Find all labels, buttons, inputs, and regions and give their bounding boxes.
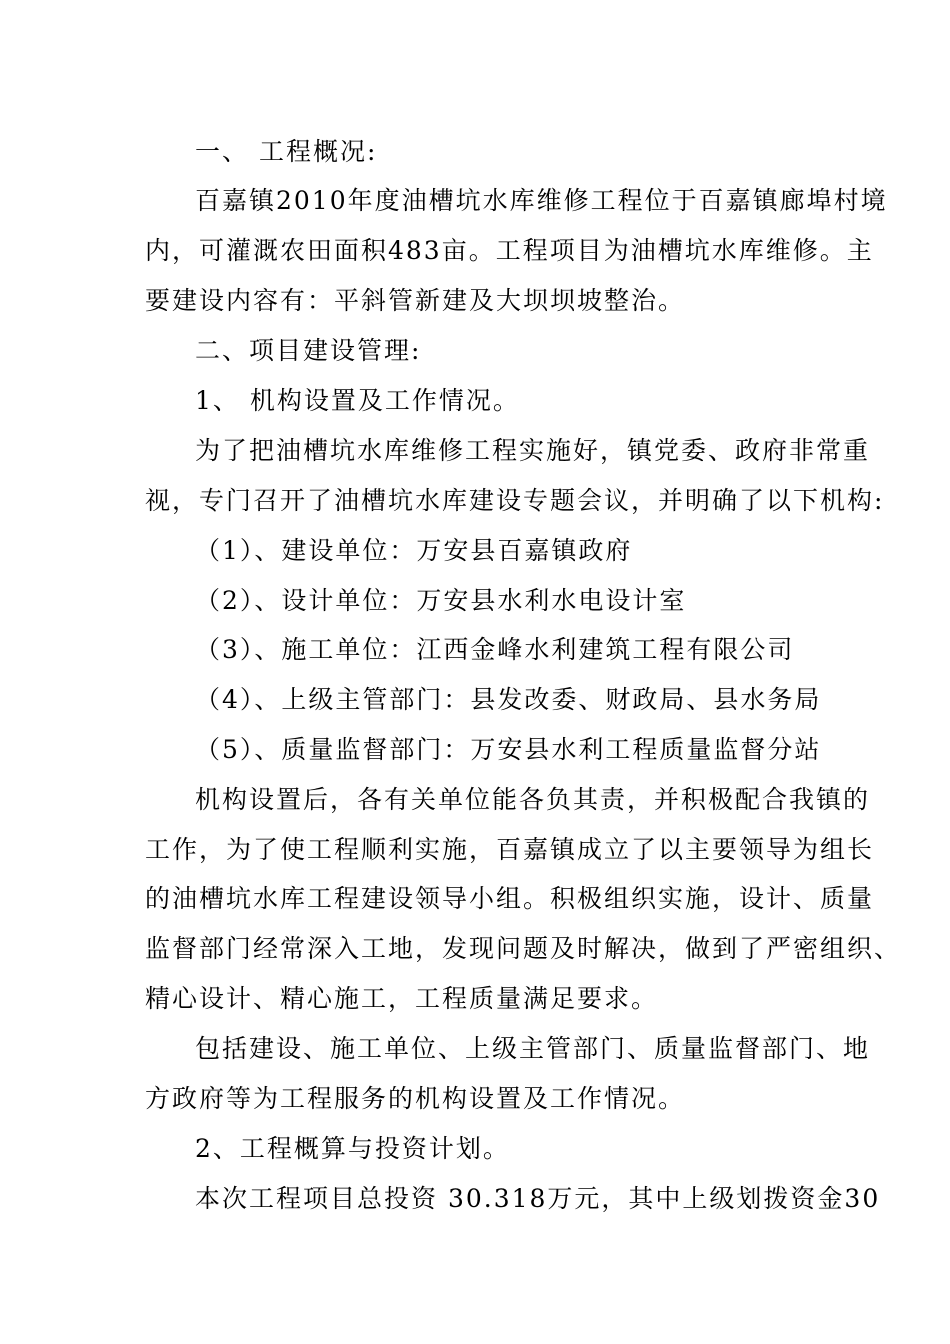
subsection-heading-2: 2、工程概算与投资计划。 [195,1134,510,1163]
paragraph-line: 为了把油槽坑水库维修工程实施好，镇党委、政府非常重 [195,436,871,465]
paragraph-line: 视，专门召开了油槽坑水库建设专题会议，并明确了以下机构: [145,486,885,515]
paragraph-line: 方政府等为工程服务的机构设置及工作情况。 [145,1084,686,1113]
paragraph-line: 内，可灌溉农田面积483亩。工程项目为油槽坑水库维修。主 [145,236,874,265]
list-item: （1）、建设单位：万安县百嘉镇政府 [195,536,633,565]
list-item: （3）、施工单位：江西金峰水利建筑工程有限公司 [195,635,795,664]
list-item: （5）、质量监督部门：万安县水利工程质量监督分站 [195,735,822,764]
paragraph-line: 机构设置后，各有关单位能各负其责，并积极配合我镇的 [195,785,871,814]
paragraph-line: 本次工程项目总投资 30.318万元，其中上级划拨资金30 [195,1184,881,1213]
paragraph-line: 百嘉镇2010年度油槽坑水库维修工程位于百嘉镇廊埠村境 [195,186,888,215]
paragraph-line: 要建设内容有：平斜管新建及大坝坝坡整治。 [145,286,686,315]
list-item: （4）、上级主管部门：县发改委、财政局、县水务局 [195,685,822,714]
section-heading-2: 二、项目建设管理: [195,336,422,365]
paragraph-line: 的油槽坑水库工程建设领导小组。积极组织实施，设计、质量 [145,884,875,913]
list-item: （2）、设计单位：万安县水利水电设计室 [195,586,687,615]
section-heading-1: 一、 工程概况: [195,137,378,166]
paragraph-line: 监督部门经常深入工地，发现问题及时解决，做到了严密组织、 [145,934,902,963]
paragraph-line: 包括建设、施工单位、上级主管部门、质量监督部门、地 [195,1034,871,1063]
subsection-heading-1: 1、 机构设置及工作情况。 [195,386,520,415]
paragraph-line: 工作，为了使工程顺利实施，百嘉镇成立了以主要领导为组长 [145,835,875,864]
paragraph-line: 精心设计、精心施工，工程质量满足要求。 [145,984,659,1013]
